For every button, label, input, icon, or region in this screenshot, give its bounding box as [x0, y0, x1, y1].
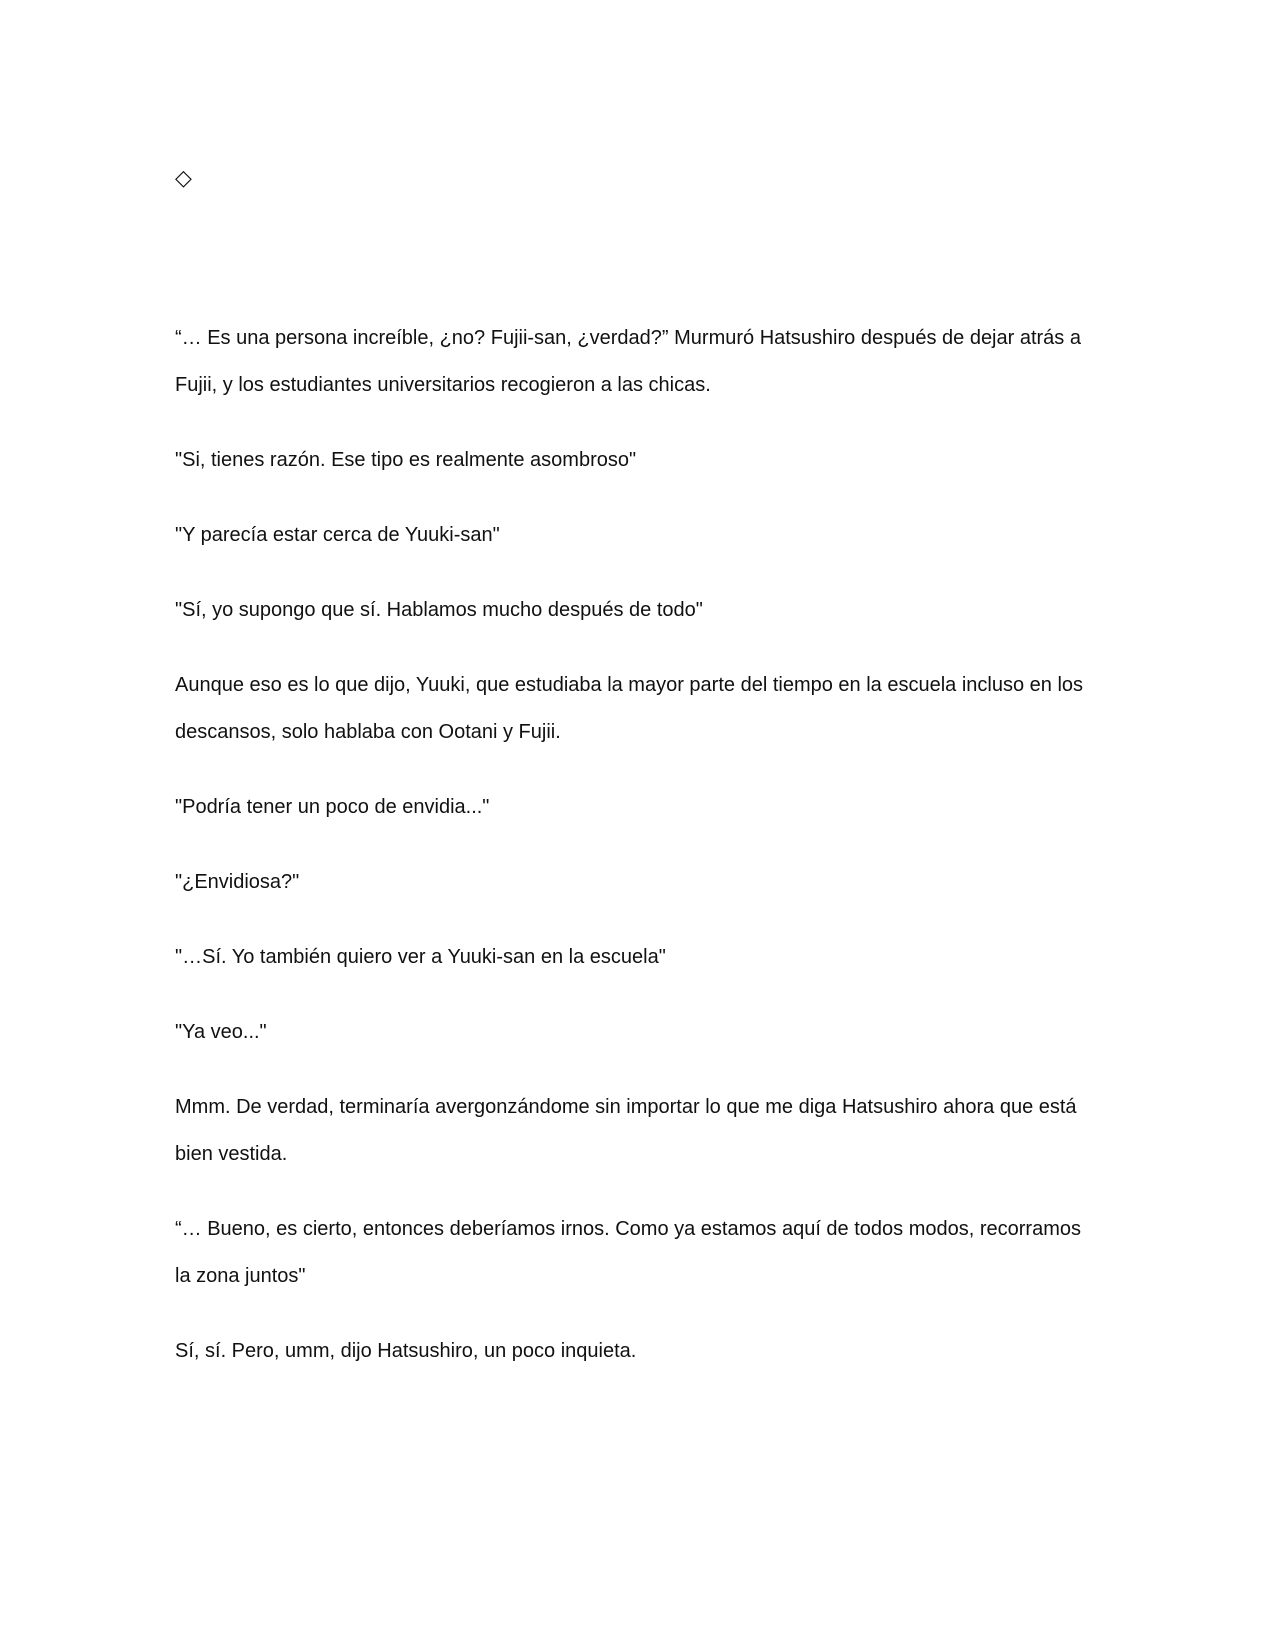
paragraph: Aunque eso es lo que dijo, Yuuki, que estudiaba la mayor parte del tiempo en la escuela incluso en los descansos, solo hablaba con Ootani y Fujii. [175, 674, 1084, 743]
paragraph: “… Es una persona increíble, ¿no? Fujii-san, ¿verdad?” Murmuró Hatsushiro después de dejar atrás a Fujii, y los estudiantes universitarios recogieron a las chicas. [175, 327, 1081, 396]
document-body [175, 315, 1090, 1403]
paragraph: "Sí, yo supongo que sí. Hablamos mucho después de todo" [175, 599, 703, 621]
paragraph: "Ya veo..." [175, 1021, 267, 1043]
paragraph: Sí, sí. Pero, umm, dijo Hatsushiro, un poco inquieta. [175, 1340, 637, 1362]
paragraph: "Podría tener un poco de envidia..." [175, 796, 490, 818]
paragraph: "Si, tienes razón. Ese tipo es realmente asombroso" [175, 449, 637, 471]
paragraph: "Y parecía estar cerca de Yuuki-san" [175, 524, 500, 546]
paragraph: "…Sí. Yo también quiero ver a Yuuki-san en la escuela" [175, 946, 666, 968]
paragraph: "¿Envidiosa?" [175, 871, 300, 893]
paragraph: “… Bueno, es cierto, entonces deberíamos irnos. Como ya estamos aquí de todos modos, recorramos la zona juntos" [175, 1218, 1081, 1287]
paragraph: Mmm. De verdad, terminaría avergonzándome sin importar lo que me diga Hatsushiro ahora que está bien vestida. [175, 1096, 1077, 1165]
diamond-separator-icon: ◇ [175, 166, 192, 191]
